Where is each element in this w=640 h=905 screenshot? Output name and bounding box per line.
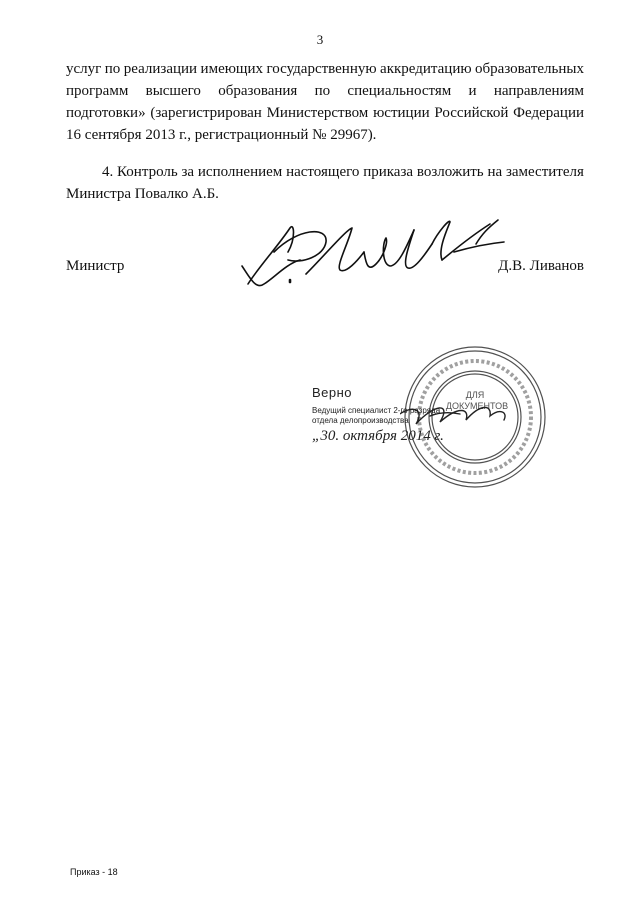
word: направлениям bbox=[493, 83, 584, 99]
word: Контроль bbox=[117, 164, 178, 180]
certification-verno: Верно bbox=[312, 385, 353, 400]
word: государственную bbox=[266, 61, 377, 77]
word: по bbox=[314, 83, 331, 99]
text-line bbox=[66, 102, 584, 124]
word: юстиции bbox=[373, 105, 430, 121]
word: исполнением bbox=[197, 164, 283, 180]
page-number: 3 bbox=[316, 32, 324, 47]
word: и bbox=[468, 83, 477, 99]
word: услуг bbox=[66, 61, 102, 77]
word: Федерации bbox=[513, 105, 584, 121]
signer-title: Министр bbox=[66, 258, 125, 274]
word: реализации bbox=[123, 61, 198, 77]
handwritten-signature bbox=[228, 208, 528, 298]
word: высшего bbox=[145, 83, 201, 99]
word: (зарегистрирован bbox=[150, 105, 262, 121]
certifier-position-line-2: отдела делопроизводства bbox=[312, 416, 409, 425]
word: Российской bbox=[434, 105, 509, 121]
signer-name: Д.В. Ливанов bbox=[498, 258, 584, 274]
word: имеющих bbox=[200, 61, 264, 77]
word: специальностям bbox=[347, 83, 452, 99]
word: программ bbox=[66, 83, 129, 99]
text-line: 16 сентября 2013 г., регистрационный № 29967). bbox=[66, 127, 377, 143]
text-line bbox=[66, 80, 584, 102]
certification-block bbox=[312, 385, 532, 445]
certifier-position-line-1: Ведущий специалист 2-го разряда bbox=[312, 406, 441, 415]
word: подготовки» bbox=[66, 105, 146, 121]
text-line: Министра Повалко А.Б. bbox=[66, 186, 219, 202]
word: 4. bbox=[102, 164, 114, 180]
word: аккредитацию bbox=[380, 61, 472, 77]
word: образовательных bbox=[475, 61, 584, 77]
svg-text:ДОКУМЕНТОВ: ДОКУМЕНТОВ bbox=[445, 401, 509, 411]
word: за bbox=[181, 164, 195, 180]
word: образования bbox=[218, 83, 298, 99]
word: заместителя bbox=[505, 164, 584, 180]
text-line bbox=[66, 161, 584, 183]
footer-label: Приказ - 18 bbox=[70, 867, 118, 877]
word: возложить bbox=[416, 164, 484, 180]
text-line bbox=[66, 58, 584, 80]
word: по bbox=[104, 61, 121, 77]
certification-date: „30. октября 2014 г. bbox=[312, 428, 444, 444]
paragraph-2 bbox=[66, 161, 584, 205]
word: приказа bbox=[363, 164, 414, 180]
word: настоящего bbox=[286, 164, 360, 180]
word: Министерством bbox=[266, 105, 369, 121]
svg-text:ДЛЯ: ДЛЯ bbox=[465, 390, 485, 400]
paragraph-1 bbox=[66, 58, 584, 146]
word: на bbox=[487, 164, 503, 180]
